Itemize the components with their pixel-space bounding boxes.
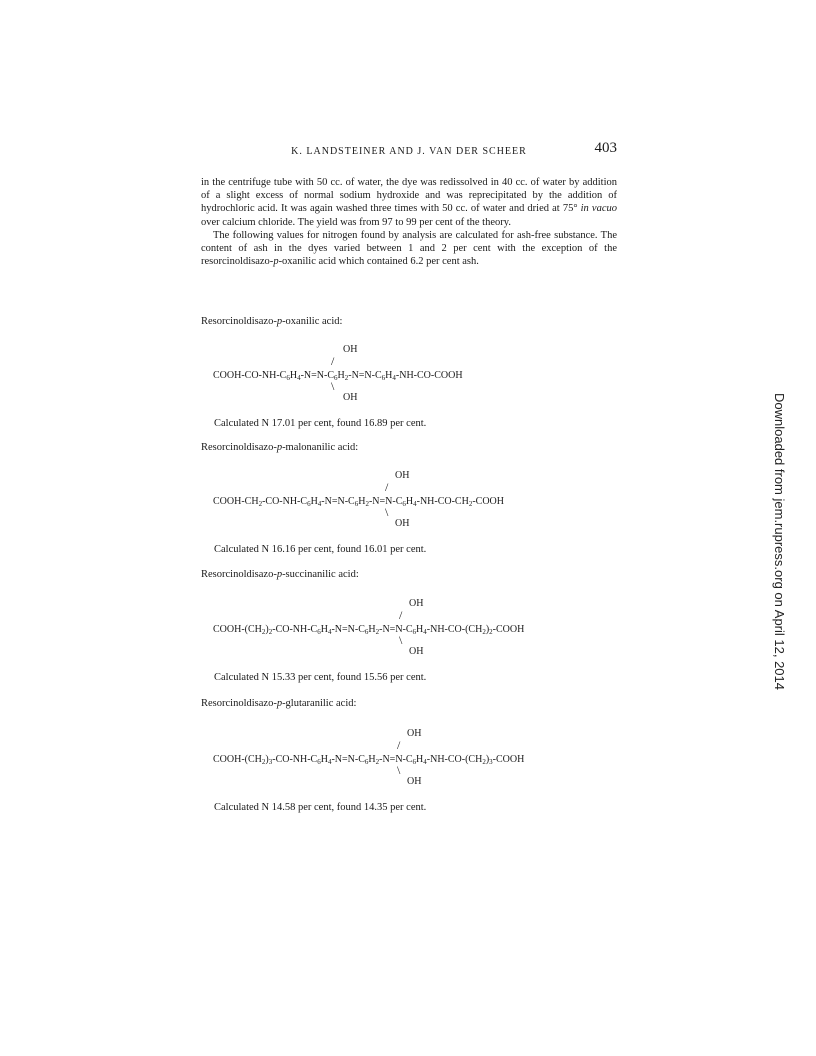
formula-chain: COOH-$(CH_2)_2-CO-NH-C_6H_4-N=N-C_6H_2-N=N-C_6H_4-NH-CO-(CH_2)_2$-COOH <box>213 624 525 636</box>
oh-top-label: OH <box>343 344 358 355</box>
structural-formula <box>213 466 593 529</box>
paragraph-2: The following values for nitrogen found by analysis are calculated for ash-free substance. The content of ash in the dyes varied between 1 and 2 per cent with the exception of the resorcinoldisazo-p-oxanilic acid which contained 6.2 per cent ash. <box>201 229 617 268</box>
body-text <box>201 176 617 268</box>
oh-bottom-label: OH <box>343 392 358 403</box>
calculated-result: Calculated N 15.33 per cent, found 15.56 per cent. <box>214 672 427 683</box>
oh-bottom-label: OH <box>395 518 410 529</box>
bond-up: / <box>385 480 389 494</box>
compound-title: Resorcinoldisazo-p-glutaranilic acid: <box>201 698 357 709</box>
calculated-result: Calculated N 17.01 per cent, found 16.89 per cent. <box>214 418 427 429</box>
structural-formula <box>213 340 573 403</box>
formula-chain: COOH-$(CH_2)_3-CO-NH-C_6H_4-N=N-C_6H_2-N=N-C_6H_4-NH-CO-(CH_2)_3$-COOH <box>213 754 525 766</box>
oh-top-label: OH <box>407 728 422 739</box>
oh-top-label: OH <box>409 598 424 609</box>
compound-title: Resorcinoldisazo-p-oxanilic acid: <box>201 316 343 327</box>
download-watermark: Downloaded from jem.rupress.org on April 12, 2014 <box>772 393 787 690</box>
structural-formula <box>213 724 603 787</box>
bond-up: / <box>397 738 401 752</box>
structural-formula <box>213 594 603 657</box>
bond-down: \ <box>399 633 403 647</box>
oh-bottom-label: OH <box>409 646 424 657</box>
bond-up: / <box>331 354 335 368</box>
running-head: K. LANDSTEINER AND J. VAN DER SCHEER <box>291 146 527 157</box>
oh-bottom-label: OH <box>407 776 422 787</box>
calculated-result: Calculated N 16.16 per cent, found 16.01 per cent. <box>214 544 427 555</box>
formula-chain: COOH-$CH_2-CO-NH-C_6H_4-N=N-C_6H_2-N=N-C_6H_4-NH-CO-CH_2$-COOH <box>213 496 504 508</box>
bond-down: \ <box>385 505 389 519</box>
page-number: 403 <box>594 140 617 156</box>
bond-down: \ <box>397 763 401 777</box>
calculated-result: Calculated N 14.58 per cent, found 14.35 per cent. <box>214 802 427 813</box>
bond-up: / <box>399 608 403 622</box>
oh-top-label: OH <box>395 470 410 481</box>
paragraph-1: in the centrifuge tube with 50 cc. of water, the dye was redissolved in 40 cc. of water by addition of a slight excess of normal sodium hydroxide and was reprecipitated by the addition of hydrochloric acid. It was again washed three times with 50 cc. of water and dried at 75° in vacuo over calcium chloride. The yield was from 97 to 99 per cent of the theory. <box>201 177 617 228</box>
compound-title: Resorcinoldisazo-p-succinanilic acid: <box>201 569 359 580</box>
compound-title: Resorcinoldisazo-p-malonanilic acid: <box>201 442 359 453</box>
page-header <box>201 140 617 162</box>
bond-down: \ <box>331 379 335 393</box>
formula-chain: COOH-$CO-NH-C_6H_4-N=N-C_6H_2-N=N-C_6H_4-NH-CO$-COOH <box>213 370 463 382</box>
